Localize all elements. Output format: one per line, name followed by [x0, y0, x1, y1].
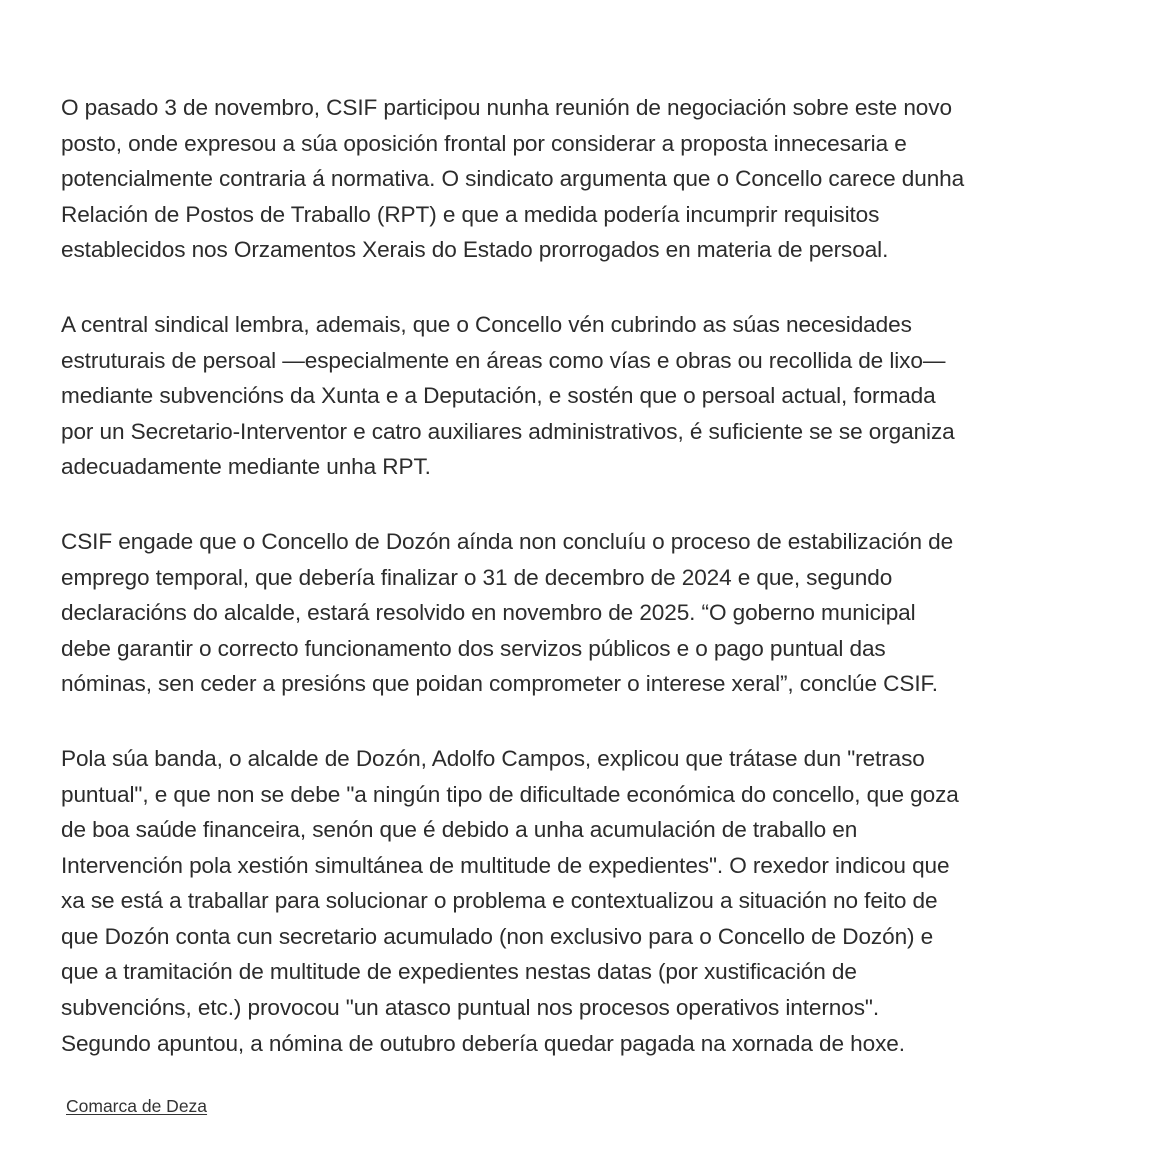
- article-body: [61, 90, 1051, 1100]
- article-paragraph-4: Pola súa banda, o alcalde de Dozón, Adolfo Campos, explicou que trátase dun "retraso puntual", e que non se debe "a ningún tipo de dificultade económica do concello, que goza de boa saúde financeira, senón que é debido a unha acumulación de traballo en Intervención pola xestión simultánea de multitude de expedientes". O rexedor indicou que xa se está a traballar para solucionar o problema e contextualizou a situación no feito de que Dozón conta cun secretario acumulado (non exclusivo para o Concello de Dozón) e que a tramitación de multitude de expedientes nestas datas (por xustificación de subvencións, etc.) provocou "un atasco puntual nos procesos operativos internos". Segundo apuntou, a nómina de outubro debería quedar pagada na xornada de hoxe.: [61, 745, 959, 1056]
- article-paragraph-2: A central sindical lembra, ademais, que o Concello vén cubrindo as súas necesidades estruturais de persoal —especialmente en áreas como vías e obras ou recollida de lixo— mediante subvencións da Xunta e a Deputación, e sostén que o persoal actual, formada por un Secretario-Interventor e catro auxiliares administrativos, é suficiente se se organiza adecuadamente mediante unha RPT.: [61, 311, 955, 480]
- article-paragraph-3: CSIF engade que o Concello de Dozón aínda non concluíu o proceso de estabilización de emprego temporal, que debería finalizar o 31 de decembro de 2024 e que, segundo declaracións do alcalde, estará resolvido en novembro de 2025. “O goberno municipal debe garantir o correcto funcionamento dos servizos públicos e o pago puntual das nóminas, sen ceder a presións que poidan comprometer o interese xeral”, conclúe CSIF.: [61, 528, 954, 697]
- source-link[interactable]: Comarca de Deza: [66, 1096, 208, 1116]
- article-paragraph-1: O pasado 3 de novembro, CSIF participou nunha reunión de negociación sobre este novo posto, onde expresou a súa oposición frontal por considerar a proposta innecesaria e potencialmente contraria á normativa. O sindicato argumenta que o Concello carece dunha Relación de Postos de Traballo (RPT) e que a medida podería incumprir requisitos establecidos nos Orzamentos Xerais do Estado prorrogados en materia de persoal.: [61, 95, 965, 263]
